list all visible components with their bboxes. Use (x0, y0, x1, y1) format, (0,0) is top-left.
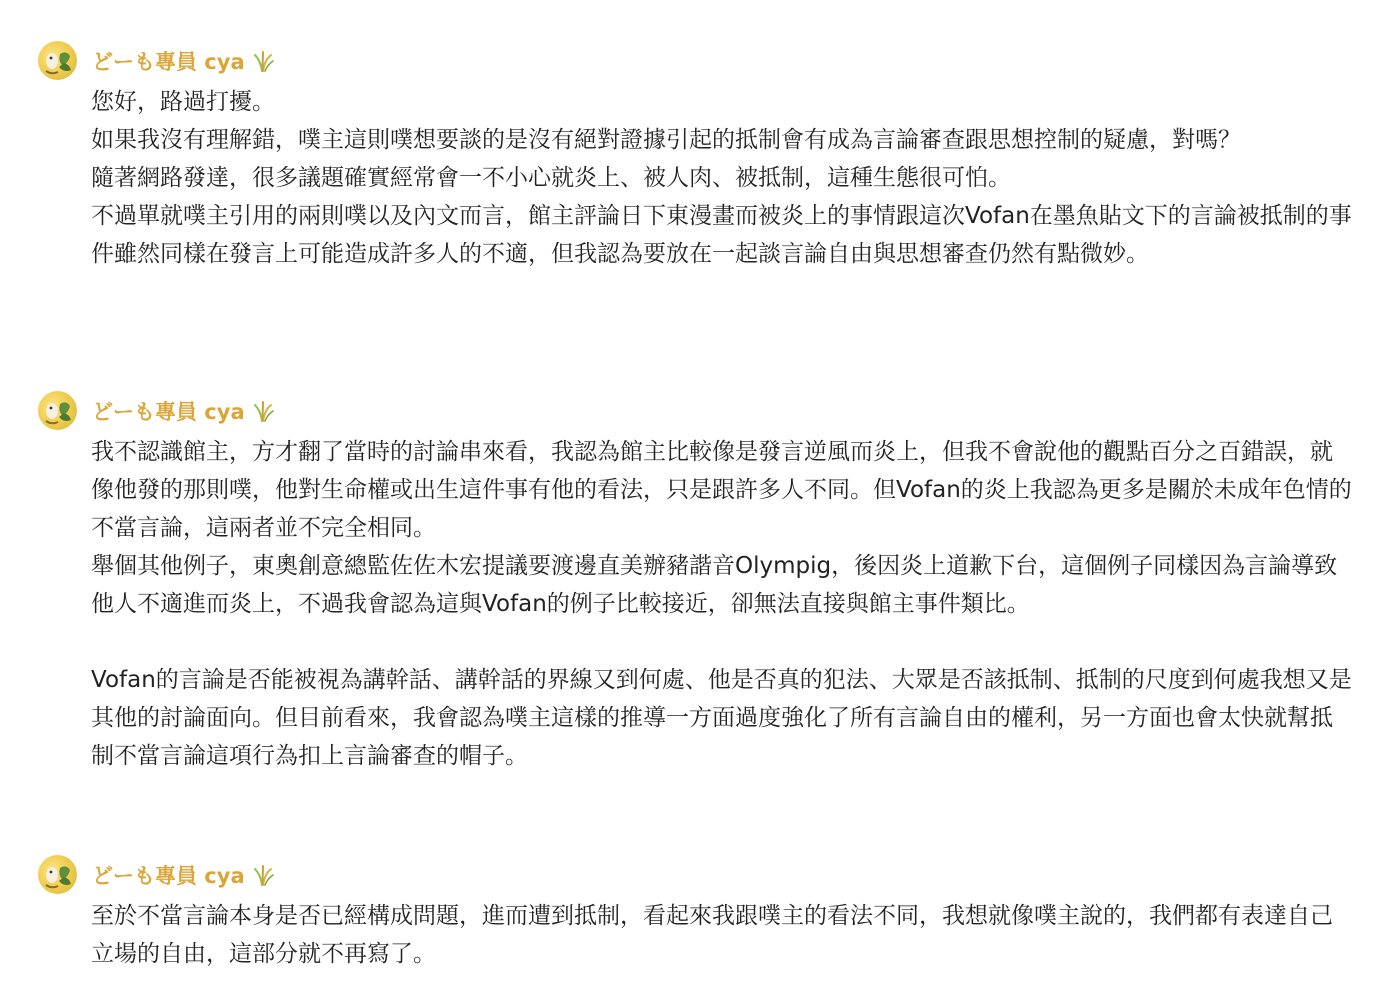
user-display-name[interactable] (92, 396, 274, 426)
response-item (0, 40, 1386, 273)
response-item (0, 390, 1386, 775)
response-content (91, 433, 1353, 775)
response-header (0, 854, 1386, 894)
response-paragraph: 隨著網路發達，很多議題確實經常會一不小心就炎上、被人肉、被抵制，這種生態很可怕。 (91, 165, 1011, 191)
user-display-name[interactable] (92, 860, 274, 890)
avatar-icon[interactable] (38, 391, 77, 430)
paragraph-spacer (91, 623, 1353, 661)
response-paragraph: 至於不當言論本身是否已經構成問題，進而遭到抵制，看起來我跟噗主的看法不同，我想就像噗主說的，我們都有表達自己立場的自由，這部分就不再寫了。 (91, 903, 1333, 967)
response-paragraph: 我不認識館主，方才翻了當時的討論串來看，我認為館主比較像是發言逆風而炎上，但我不會說他的觀點百分之百錯誤，就像他發的那則噗，他對生命權或出生這件事有他的看法，只是跟許多人不同。但Vofan的炎上我認為更多是關於未成年色情的不當言論，這兩者並不完全相同。 (91, 439, 1352, 541)
response-paragraph: 如果我沒有理解錯，噗主這則噗想要談的是沒有絕對證據引起的抵制會有成為言論審查跟思想控制的疑慮，對嗎？ (91, 127, 1241, 153)
response-paragraph: Vofan的言論是否能被視為講幹話、講幹話的界線又到何處、他是否真的犯法、大眾是否該抵制、抵制的尺度到何處我想又是其他的討論面向。但目前看來，我會認為噗主這樣的推導一方面過度強化了所有言論自由的權利，另一方面也會太快就幫抵制不當言論這項行為扣上言論審查的帽子。 (91, 667, 1352, 769)
response-header (0, 40, 1386, 80)
karma-sprout-icon (252, 400, 274, 422)
karma-sprout-icon (252, 50, 274, 72)
avatar-icon[interactable] (38, 41, 77, 80)
avatar-icon[interactable] (38, 855, 77, 894)
response-content (91, 83, 1353, 273)
response-item (0, 854, 1386, 973)
response-content (91, 897, 1353, 973)
karma-sprout-icon (252, 864, 274, 886)
user-display-name-text: どーも專員 cya (92, 864, 245, 888)
response-paragraph: 舉個其他例子，東奧創意總監佐佐木宏提議要渡邊直美辦豬諧音Olympig，後因炎上道歉下台，這個例子同樣因為言論導致他人不適進而炎上，不過我會認為這與Vofan的例子比較接近，卻無法直接與館主事件類比。 (91, 553, 1338, 617)
user-display-name-text: どーも專員 cya (92, 400, 245, 424)
response-paragraph: 您好，路過打擾。 (91, 89, 275, 115)
user-display-name-text: どーも專員 cya (92, 50, 245, 74)
response-header (0, 390, 1386, 430)
user-display-name[interactable] (92, 46, 274, 76)
response-paragraph: 不過單就噗主引用的兩則噗以及內文而言，館主評論日下東漫畫而被炎上的事情跟這次Vofan在墨魚貼文下的言論被抵制的事件雖然同樣在發言上可能造成許多人的不適，但我認為要放在一起談言論自由與思想審查仍然有點微妙。 (91, 203, 1352, 267)
